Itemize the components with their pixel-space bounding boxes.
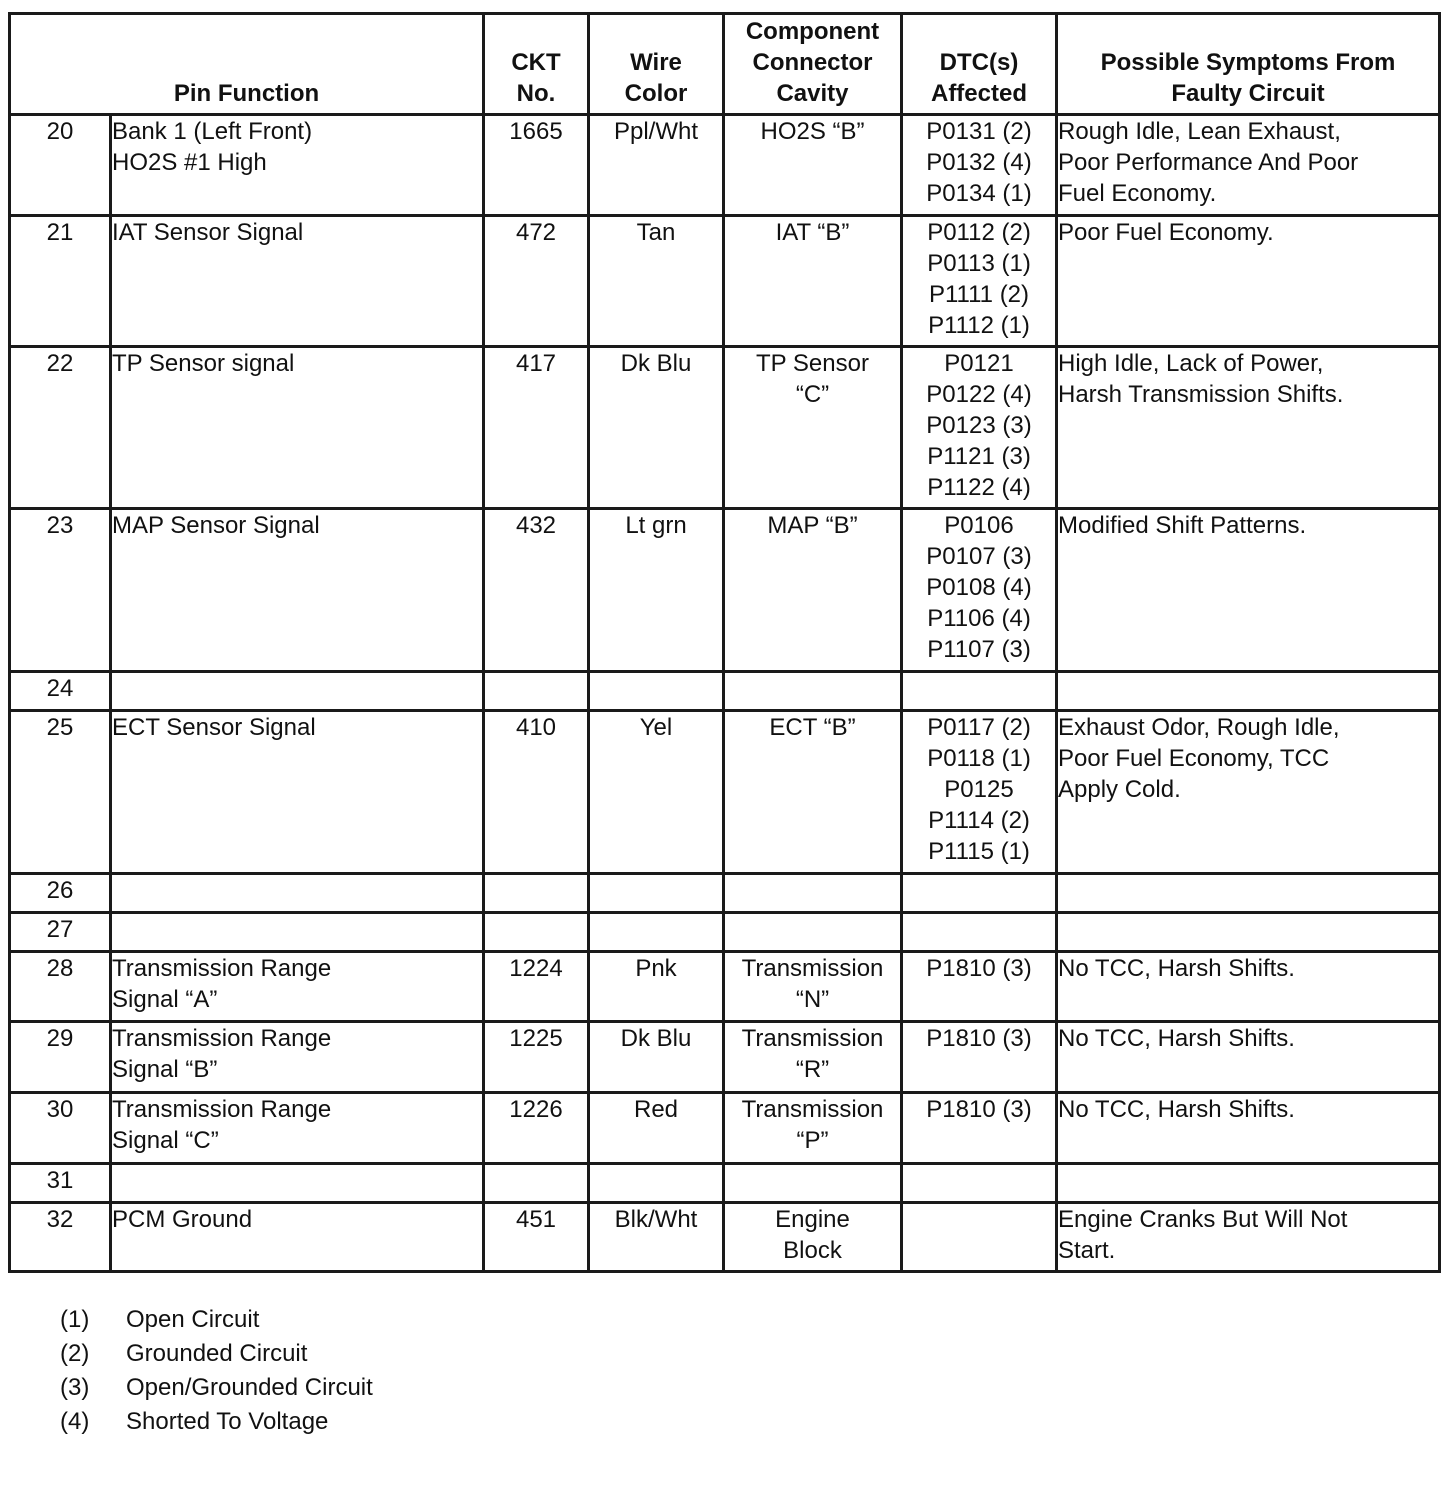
symptom-line: Modified Shift Patterns.: [1058, 512, 1307, 539]
dtc-code: P0112 (2): [927, 219, 1031, 246]
wire-color-cell: [589, 913, 724, 952]
possible-symptoms-cell: [1057, 1093, 1440, 1164]
connector-cavity-cell: [724, 1093, 902, 1164]
dtcs-affected-cell: [902, 509, 1057, 672]
symptom-line: No TCC, Harsh Shifts.: [1058, 1096, 1295, 1123]
wire-color-cell: [589, 672, 724, 711]
symptom-line: Start.: [1058, 1237, 1116, 1264]
dtcs-affected-cell: [902, 874, 1057, 913]
wire-color-cell: Red: [589, 1093, 724, 1164]
legend-code: (1): [60, 1306, 90, 1333]
legend-label: Open/Grounded Circuit: [126, 1374, 373, 1401]
ckt-no-cell: [484, 1164, 589, 1203]
connector-cavity-cell: [724, 874, 902, 913]
dtcs-affected-cell: [902, 216, 1057, 347]
dtc-code: P0132 (4): [926, 149, 1032, 176]
connector-cavity-cell: [724, 672, 902, 711]
ckt-no-cell: 1224: [484, 952, 589, 1022]
wire-color-cell: Ppl/Wht: [589, 115, 724, 216]
symptom-line: Poor Fuel Economy.: [1058, 219, 1274, 246]
dtc-code: P0106: [944, 512, 1014, 539]
symptom-line: Fuel Economy.: [1058, 180, 1217, 207]
symptom-line: Engine Cranks But Will Not: [1058, 1206, 1348, 1233]
symptom-line: High Idle, Lack of Power,: [1058, 350, 1324, 377]
legend-code: (3): [60, 1374, 90, 1401]
dtc-code: P1122 (4): [927, 474, 1031, 501]
possible-symptoms-cell: [1057, 347, 1440, 509]
ckt-no-cell: 1665: [484, 115, 589, 216]
dtc-code: P1121 (3): [927, 443, 1031, 470]
header-dtcs-affected: [902, 14, 1057, 115]
table-row: [10, 913, 1440, 952]
dtcs-affected-cell: [902, 672, 1057, 711]
connector-cavity-cell: [724, 347, 902, 509]
connector-cavity-line: Block: [783, 1237, 842, 1264]
ckt-no-cell: 1226: [484, 1093, 589, 1164]
connector-cavity-line: MAP “B”: [767, 512, 858, 539]
header-possible-symptoms: [1057, 14, 1440, 115]
pin-number-cell: 28: [10, 952, 111, 1022]
symptom-line: Poor Performance And Poor: [1058, 149, 1359, 176]
pin-function-cell: [111, 711, 484, 874]
connector-cavity-line: IAT “B”: [775, 219, 850, 246]
dtc-code: P0131 (2): [926, 118, 1032, 145]
pin-function-line: HO2S #1 High: [112, 149, 267, 176]
pin-function-line: TP Sensor signal: [112, 350, 295, 377]
header-cavity-line: Cavity: [776, 80, 849, 107]
connector-cavity-cell: [724, 1022, 902, 1093]
possible-symptoms-cell: [1057, 874, 1440, 913]
dtc-code: P0107 (3): [926, 543, 1032, 570]
dtc-code: P0125: [944, 776, 1014, 803]
header-ckt-no: [484, 14, 589, 115]
possible-symptoms-cell: [1057, 711, 1440, 874]
possible-symptoms-cell: [1057, 115, 1440, 216]
possible-symptoms-cell: [1057, 509, 1440, 672]
pin-function-cell: [111, 1203, 484, 1272]
pin-function-cell: [111, 1022, 484, 1093]
connector-cavity-cell: [724, 216, 902, 347]
possible-symptoms-cell: [1057, 1203, 1440, 1272]
wire-color-cell: Lt grn: [589, 509, 724, 672]
dtc-code: P0117 (2): [927, 714, 1031, 741]
dtcs-affected-cell: [902, 1164, 1057, 1203]
dtc-code: P0121: [944, 350, 1014, 377]
table-row: [10, 509, 1440, 672]
pin-function-line: ECT Sensor Signal: [112, 714, 316, 741]
dtc-legend: [60, 1303, 373, 1439]
pin-number-cell: 23: [10, 509, 111, 672]
pin-number-cell: 26: [10, 874, 111, 913]
pin-function-line: Signal “B”: [112, 1056, 218, 1083]
dtcs-affected-cell: [902, 711, 1057, 874]
header-dtcs-line: DTC(s): [939, 49, 1019, 76]
possible-symptoms-cell: [1057, 952, 1440, 1022]
table-body: [10, 115, 1440, 1272]
header-wire-color-line: Color: [624, 80, 688, 107]
table-row: [10, 874, 1440, 913]
dtc-code: P1107 (3): [927, 636, 1031, 663]
pin-number-cell: 21: [10, 216, 111, 347]
ckt-no-cell: 417: [484, 347, 589, 509]
dtcs-affected-cell: [902, 913, 1057, 952]
connector-cavity-cell: [724, 711, 902, 874]
pin-function-line: Signal “C”: [112, 1127, 219, 1154]
header-ckt-no-line: CKT: [511, 49, 561, 76]
connector-cavity-cell: [724, 509, 902, 672]
table-row: [10, 1203, 1440, 1272]
dtcs-affected-cell: [902, 1203, 1057, 1272]
connector-cavity-line: Transmission: [741, 955, 884, 982]
header-wire-color-line: Wire: [630, 49, 682, 76]
dtcs-affected-cell: [902, 115, 1057, 216]
dtcs-affected-cell: [902, 1093, 1057, 1164]
header-symptoms-line: Faulty Circuit: [1171, 80, 1325, 107]
pin-function-line: PCM Ground: [112, 1206, 253, 1233]
pin-number-cell: 32: [10, 1203, 111, 1272]
symptom-line: No TCC, Harsh Shifts.: [1058, 955, 1295, 982]
legend-item: [60, 1303, 373, 1337]
pin-function-line: Transmission Range: [112, 1096, 332, 1123]
ckt-no-cell: [484, 913, 589, 952]
pin-function-cell: [111, 216, 484, 347]
ckt-no-cell: 1225: [484, 1022, 589, 1093]
pin-number-cell: 24: [10, 672, 111, 711]
wire-color-cell: Blk/Wht: [589, 1203, 724, 1272]
wire-color-cell: Dk Blu: [589, 1022, 724, 1093]
possible-symptoms-cell: [1057, 1164, 1440, 1203]
pin-function-table: [8, 12, 1441, 1273]
pin-function-cell: [111, 1093, 484, 1164]
legend-code: (4): [60, 1408, 90, 1435]
possible-symptoms-cell: [1057, 1022, 1440, 1093]
connector-cavity-cell: [724, 1164, 902, 1203]
connector-cavity-line: “N”: [795, 986, 830, 1013]
connector-cavity-line: Transmission: [741, 1096, 884, 1123]
wire-color-cell: Tan: [589, 216, 724, 347]
wire-color-cell: [589, 874, 724, 913]
table-row: [10, 1022, 1440, 1093]
symptom-line: Rough Idle, Lean Exhaust,: [1058, 118, 1341, 145]
dtc-code: P1106 (4): [927, 605, 1031, 632]
legend-label: Grounded Circuit: [126, 1340, 308, 1367]
pin-function-line: Signal “A”: [112, 986, 218, 1013]
symptom-line: Apply Cold.: [1058, 776, 1181, 803]
pin-function-cell: [111, 874, 484, 913]
pin-function-cell: [111, 347, 484, 509]
dtcs-affected-cell: [902, 952, 1057, 1022]
symptom-line: No TCC, Harsh Shifts.: [1058, 1025, 1295, 1052]
connector-cavity-line: Transmission: [741, 1025, 884, 1052]
legend-code: (2): [60, 1340, 90, 1367]
pin-number-cell: 29: [10, 1022, 111, 1093]
dtcs-affected-cell: [902, 347, 1057, 509]
legend-item: [60, 1337, 373, 1371]
pin-number-cell: 25: [10, 711, 111, 874]
dtc-code: P0113 (1): [927, 250, 1031, 277]
ckt-no-cell: [484, 874, 589, 913]
header-pin-function: Pin Function: [10, 14, 484, 115]
connector-cavity-cell: [724, 952, 902, 1022]
legend-item: [60, 1405, 373, 1439]
table-row: [10, 672, 1440, 711]
table-row: [10, 952, 1440, 1022]
pin-function-cell: [111, 1164, 484, 1203]
wire-color-cell: Yel: [589, 711, 724, 874]
dtc-code: P1111 (2): [928, 281, 1030, 308]
connector-cavity-line: Engine: [775, 1206, 850, 1233]
connector-cavity-line: TP Sensor: [756, 350, 869, 377]
symptom-line: Poor Fuel Economy, TCC: [1058, 745, 1330, 772]
dtc-code: P0108 (4): [926, 574, 1032, 601]
dtc-code: P0134 (1): [926, 180, 1032, 207]
ckt-no-cell: [484, 672, 589, 711]
pin-function-cell: [111, 952, 484, 1022]
pin-number-cell: 30: [10, 1093, 111, 1164]
table-row: [10, 1093, 1440, 1164]
dtc-code: P1114 (2): [928, 807, 1030, 834]
header-symptoms-line: Possible Symptoms From: [1100, 49, 1396, 76]
dtc-code: P1810 (3): [926, 1096, 1032, 1123]
pin-function-cell: [111, 913, 484, 952]
pin-function-line: Transmission Range: [112, 1025, 332, 1052]
header-dtcs-line: Affected: [930, 80, 1027, 107]
wire-color-cell: Pnk: [589, 952, 724, 1022]
connector-cavity-cell: [724, 115, 902, 216]
pin-function-line: Transmission Range: [112, 955, 332, 982]
legend-item: [60, 1371, 373, 1405]
possible-symptoms-cell: [1057, 672, 1440, 711]
pin-function-cell: [111, 115, 484, 216]
pin-function-cell: [111, 672, 484, 711]
header-ckt-no-line: No.: [516, 80, 556, 107]
pin-function-line: MAP Sensor Signal: [112, 512, 320, 539]
dtcs-affected-cell: [902, 1022, 1057, 1093]
pin-number-cell: 31: [10, 1164, 111, 1203]
connector-cavity-line: “C”: [795, 381, 830, 408]
dtc-code: P1810 (3): [926, 955, 1032, 982]
pin-function-cell: [111, 509, 484, 672]
dtc-code: P1115 (1): [928, 838, 1030, 865]
connector-cavity-line: ECT “B”: [769, 714, 856, 741]
possible-symptoms-cell: [1057, 216, 1440, 347]
ckt-no-cell: 472: [484, 216, 589, 347]
connector-cavity-cell: [724, 1203, 902, 1272]
wire-color-cell: Dk Blu: [589, 347, 724, 509]
legend-label: Shorted To Voltage: [126, 1408, 329, 1435]
symptom-line: Harsh Transmission Shifts.: [1058, 381, 1344, 408]
connector-cavity-line: “P”: [796, 1127, 829, 1154]
dtc-code: P1112 (1): [928, 312, 1030, 339]
ckt-no-cell: 410: [484, 711, 589, 874]
table-row: [10, 347, 1440, 509]
header-component-connector-cavity: [724, 14, 902, 115]
dtc-code: P1810 (3): [926, 1025, 1032, 1052]
dtc-code: P0118 (1): [927, 745, 1031, 772]
pin-number-cell: 22: [10, 347, 111, 509]
connector-cavity-line: “R”: [795, 1056, 830, 1083]
connector-cavity-line: HO2S “B”: [760, 118, 865, 145]
table-row: [10, 216, 1440, 347]
wire-color-cell: [589, 1164, 724, 1203]
dtc-code: P0122 (4): [926, 381, 1032, 408]
table-row: [10, 115, 1440, 216]
table-row: [10, 1164, 1440, 1203]
dtc-code: P0123 (3): [926, 412, 1032, 439]
ckt-no-cell: 451: [484, 1203, 589, 1272]
possible-symptoms-cell: [1057, 913, 1440, 952]
header-cavity-line: Connector: [752, 49, 873, 76]
pin-number-cell: 27: [10, 913, 111, 952]
symptom-line: Exhaust Odor, Rough Idle,: [1058, 714, 1340, 741]
header-cavity-line: Component: [745, 18, 880, 45]
header-wire-color: [589, 14, 724, 115]
pin-function-line: IAT Sensor Signal: [112, 219, 304, 246]
legend-label: Open Circuit: [126, 1306, 260, 1333]
ckt-no-cell: 432: [484, 509, 589, 672]
table-header-row: [10, 14, 1440, 115]
connector-cavity-cell: [724, 913, 902, 952]
pin-number-cell: 20: [10, 115, 111, 216]
pin-function-line: Bank 1 (Left Front): [112, 118, 313, 145]
table-row: [10, 711, 1440, 874]
